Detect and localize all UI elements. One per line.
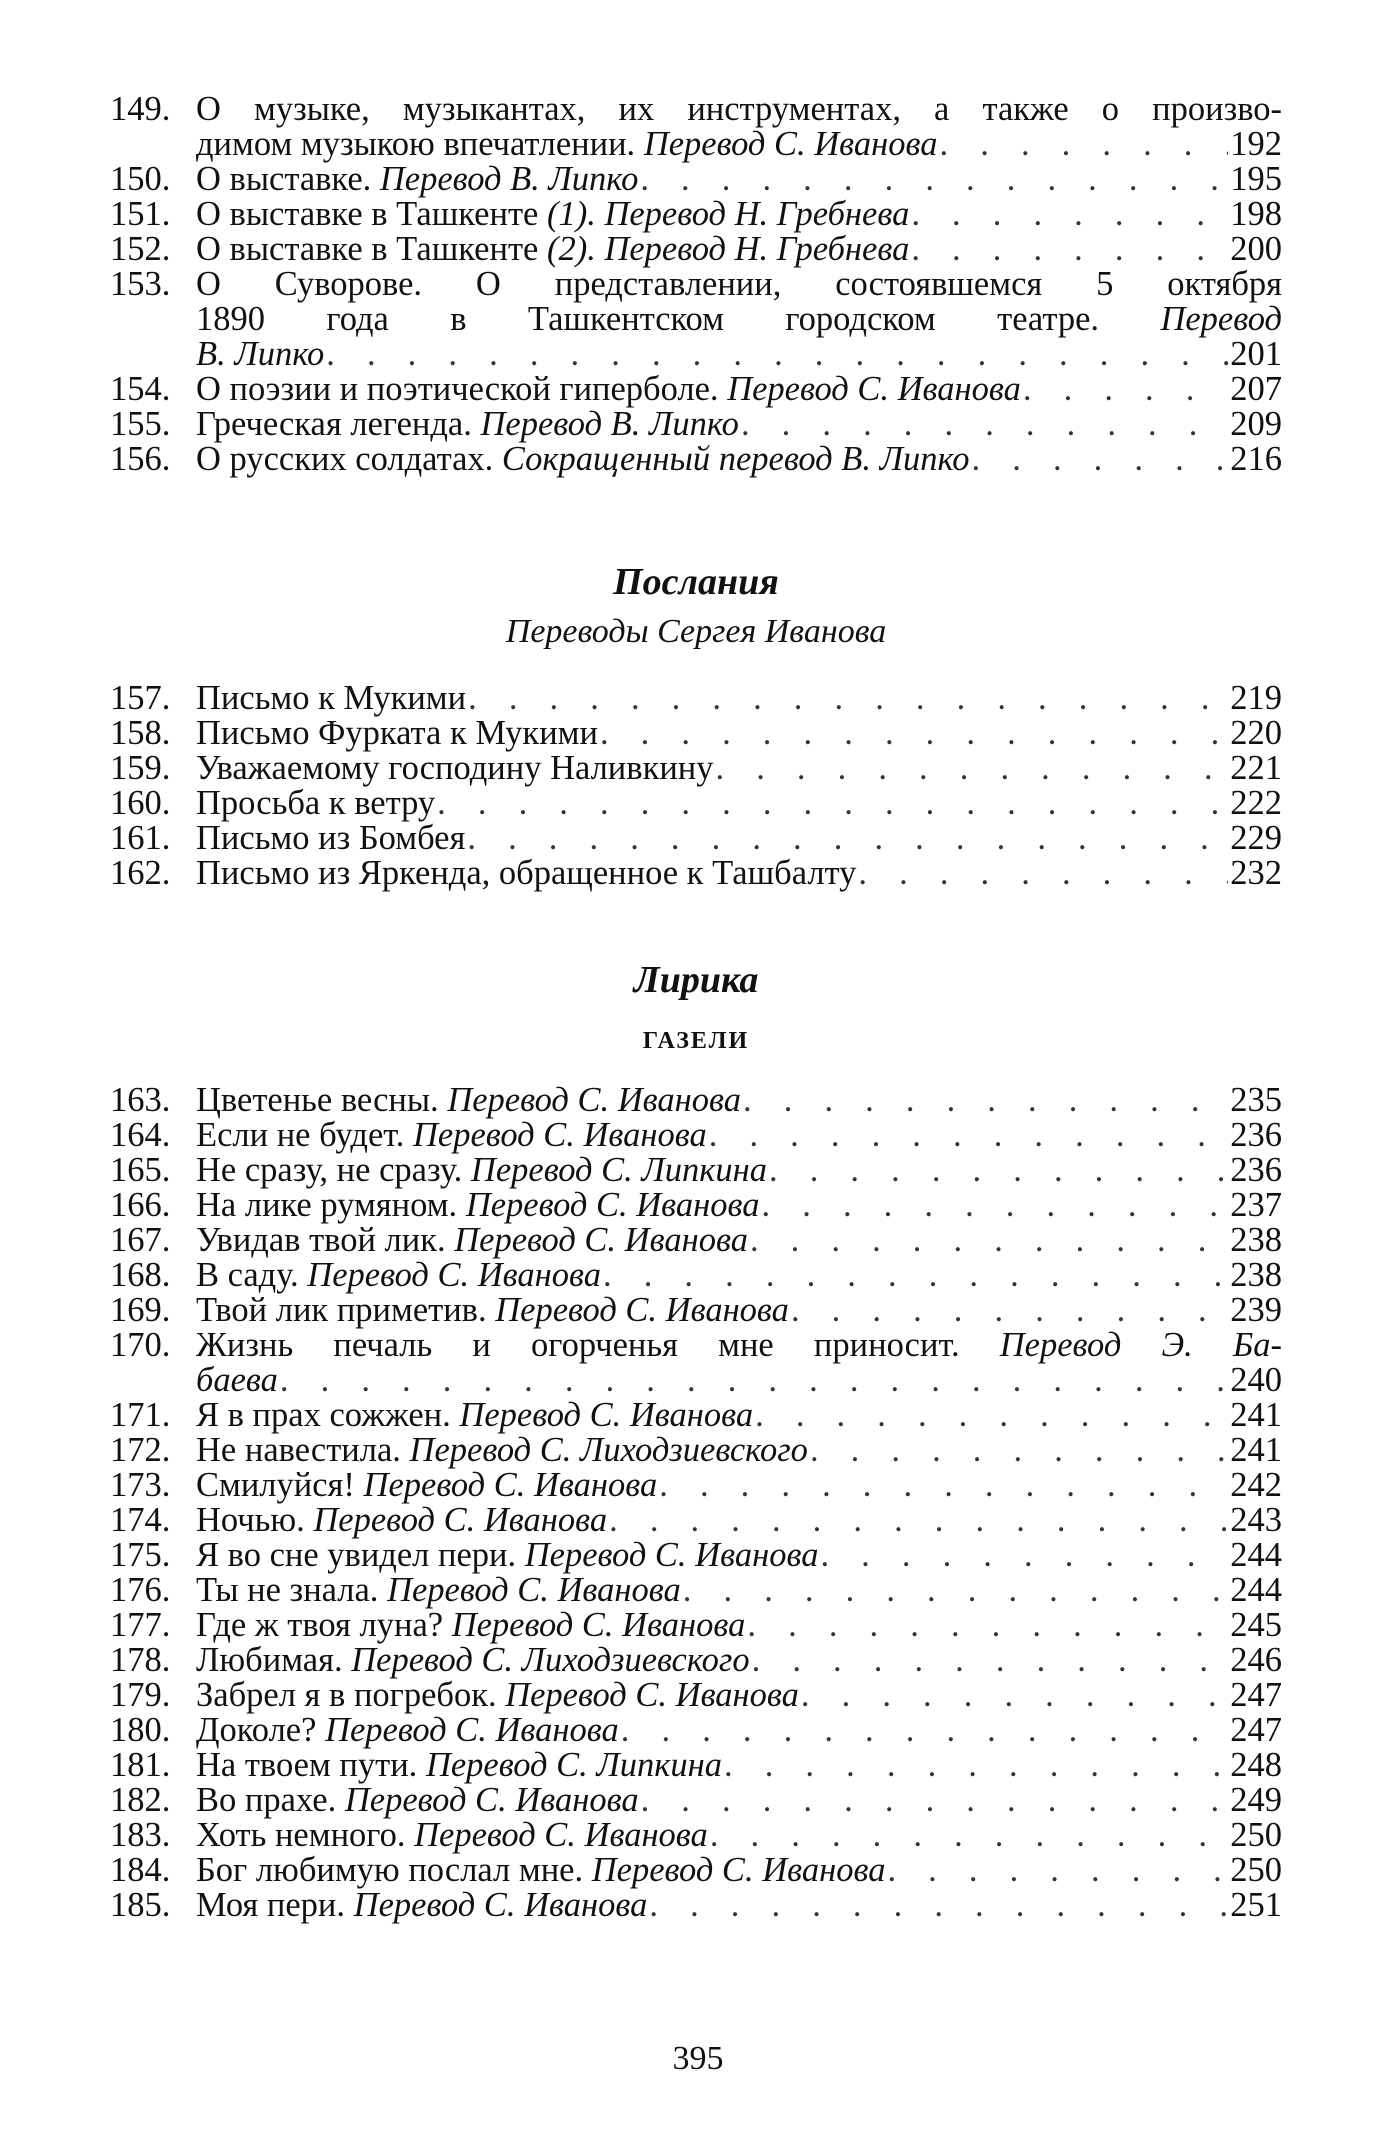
- section-title: Послания: [613, 561, 779, 603]
- entry-translator: Перевод С. Иванова: [413, 1116, 707, 1154]
- entry-title: Я в прах сожжен.: [196, 1396, 460, 1434]
- entry-page: 249: [1230, 1781, 1282, 1819]
- entry-page: 242: [1230, 1466, 1282, 1504]
- entry-number: 184.: [110, 1851, 171, 1889]
- entry-page: 240: [1230, 1361, 1282, 1399]
- entry-translator: Перевод С. Иванова: [465, 1186, 760, 1224]
- toc-entry-175: [110, 1538, 1282, 1573]
- entry-title: На твоем пути.: [196, 1746, 426, 1784]
- entry-title: Если не будет.: [196, 1116, 414, 1154]
- entry-page: 244: [1230, 1571, 1282, 1609]
- entry-page: 201: [1230, 335, 1282, 373]
- toc-entry-156: [110, 442, 1282, 477]
- entry-translator: Перевод С. Иванова: [387, 1571, 681, 1609]
- toc-entry-166: [110, 1188, 1282, 1223]
- entry-number: 182.: [110, 1781, 171, 1819]
- toc-entry-177: [110, 1608, 1282, 1643]
- entry-translator: Перевод С. Иванова: [344, 1781, 639, 1819]
- toc-entry-153: 153. О Суворове. О представлении, состоявшемся 5 октября 1890 года в Ташкентском городском театре. Перевод В. Липко . . . 201: [110, 267, 1282, 372]
- toc-entry-150: [110, 162, 1282, 197]
- toc-entry-157: [110, 681, 1282, 716]
- entry-number: 166.: [110, 1186, 171, 1224]
- toc-entry-170: 170. Жизнь печаль и огорченья мне приносит. Перевод Э. Ба- баева . . . 240: [110, 1328, 1282, 1398]
- entry-translator: Перевод С. Иванова: [353, 1886, 648, 1924]
- toc-group-1: [110, 681, 1282, 891]
- entry-page: 209: [1230, 405, 1282, 443]
- entry-page: 241: [1230, 1431, 1282, 1469]
- entry-page: 243: [1230, 1501, 1282, 1539]
- entry-title: Я во сне увидел пери.: [196, 1536, 525, 1574]
- entry-number: 185.: [110, 1886, 171, 1924]
- entry-title: Где ж твоя луна?: [196, 1606, 452, 1644]
- toc-entry-174: [110, 1503, 1282, 1538]
- entry-number: 181.: [110, 1746, 171, 1784]
- toc-group-0: [110, 92, 1282, 477]
- toc-entry-163: [110, 1083, 1282, 1118]
- entry-number: 172.: [110, 1431, 171, 1469]
- entry-page: 232: [1230, 854, 1282, 892]
- entry-page: 229: [1230, 819, 1282, 857]
- entry-page: 195: [1230, 160, 1282, 198]
- toc-entry-160: [110, 786, 1282, 821]
- entry-number: 168.: [110, 1256, 171, 1294]
- entry-translator: Перевод С. Иванова: [454, 1221, 748, 1259]
- entry-title: Письмо Фурката к Мукими: [196, 714, 598, 752]
- toc-entry-159: [110, 751, 1282, 786]
- entry-page: 236: [1230, 1116, 1282, 1154]
- entry-title: Ты не знала.: [196, 1571, 388, 1609]
- entry-page: 247: [1230, 1711, 1282, 1749]
- entry-title: Смилуйся!: [196, 1466, 364, 1504]
- section-title: Лирика: [633, 959, 759, 1001]
- toc-entry-165: [110, 1153, 1282, 1188]
- entry-translator: Перевод С. Иванова: [363, 1466, 658, 1504]
- toc-entry-176: [110, 1573, 1282, 1608]
- entry-number: 183.: [110, 1816, 171, 1854]
- toc-entry-173: [110, 1468, 1282, 1503]
- entry-number: 170.: [110, 1326, 171, 1364]
- entry-page: 221: [1230, 749, 1282, 787]
- entry-title: Во прахе.: [196, 1781, 345, 1819]
- entry-translator: Перевод С. Иванова: [524, 1536, 819, 1574]
- toc-entry-178: [110, 1643, 1282, 1678]
- entry-translator: Перевод С. Иванова: [505, 1676, 799, 1714]
- toc-page: [110, 92, 1282, 1923]
- toc-entry-180: [110, 1713, 1282, 1748]
- entry-page: 238: [1230, 1221, 1282, 1259]
- toc-entry-169: [110, 1293, 1282, 1328]
- entry-number: 159.: [110, 749, 171, 787]
- toc-entry-164: [110, 1118, 1282, 1153]
- entry-page: 200: [1230, 230, 1282, 268]
- entry-translator: Перевод С. Иванова: [591, 1851, 886, 1889]
- entry-number: 167.: [110, 1221, 171, 1259]
- entry-page: 235: [1230, 1081, 1282, 1119]
- entry-title: Любимая.: [196, 1641, 352, 1679]
- page-number: 395: [672, 2040, 724, 2077]
- entry-number: 163.: [110, 1081, 171, 1119]
- entry-title: Не сразу, не сразу.: [196, 1151, 471, 1189]
- entry-title: На лике румяном.: [196, 1186, 466, 1224]
- entry-page: 219: [1230, 679, 1282, 717]
- entry-page: 251: [1230, 1886, 1282, 1924]
- section-subtitle: Переводы Сергея Иванова: [505, 613, 887, 650]
- entry-title: Забрел я в погребок.: [196, 1676, 506, 1714]
- toc-entry-179: [110, 1678, 1282, 1713]
- entry-number: 150.: [110, 160, 171, 198]
- entry-page: 237: [1230, 1186, 1282, 1224]
- toc-entry-172: [110, 1433, 1282, 1468]
- entry-translator: Перевод С. Лиходзиевского: [409, 1431, 808, 1469]
- toc-entry-149: 149. О музыке, музыкантах, их инструментах, а также о произво- димом музыкою впечатлении. Перевод С. Иванова . . . 192: [110, 92, 1282, 162]
- entry-title: Не навестила.: [196, 1431, 410, 1469]
- entry-number: 156.: [110, 440, 171, 478]
- entry-page: 216: [1230, 440, 1282, 478]
- entry-number: 153.: [110, 265, 171, 303]
- entry-page: 245: [1230, 1606, 1282, 1644]
- entry-number: 152.: [110, 230, 171, 268]
- entry-number: 149.: [110, 90, 171, 128]
- entry-title: О русских солдатах.: [196, 440, 502, 478]
- toc-entry-161: [110, 821, 1282, 856]
- entry-translator: Перевод С. Липкина: [425, 1746, 723, 1784]
- entry-title: В саду.: [196, 1256, 308, 1294]
- entry-page: 246: [1230, 1641, 1282, 1679]
- toc-entry-181: [110, 1748, 1282, 1783]
- entry-number: 174.: [110, 1501, 171, 1539]
- entry-translator: Перевод С. Иванова: [414, 1816, 708, 1854]
- toc-entry-182: [110, 1783, 1282, 1818]
- entry-page: 207: [1230, 370, 1282, 408]
- entry-number: 177.: [110, 1606, 171, 1644]
- entry-number: 155.: [110, 405, 171, 443]
- entry-translator: Перевод С. Иванова: [325, 1711, 619, 1749]
- entry-title: Письмо из Яркенда, обращенное к Ташбалту: [196, 854, 857, 892]
- entry-page: 236: [1230, 1151, 1282, 1189]
- entry-title: Твой лик приметив.: [196, 1291, 496, 1329]
- entry-number: 162.: [110, 854, 171, 892]
- toc-entry-162: [110, 856, 1282, 891]
- toc-entry-184: [110, 1853, 1282, 1888]
- toc-entry-155: [110, 407, 1282, 442]
- toc-entry-151: [110, 197, 1282, 232]
- entry-number: 169.: [110, 1291, 171, 1329]
- entry-page: 239: [1230, 1291, 1282, 1329]
- entry-title: Цветенье весны.: [196, 1081, 448, 1119]
- entry-number: 151.: [110, 195, 171, 233]
- entry-number: 179.: [110, 1676, 171, 1714]
- entry-number: 161.: [110, 819, 171, 857]
- entry-translator: Перевод С. Лиходзиевского: [351, 1641, 750, 1679]
- entry-title: Увидав твой лик.: [196, 1221, 455, 1259]
- entry-translator: Перевод С. Иванова: [459, 1396, 754, 1434]
- entry-title: Просьба к ветру: [196, 784, 436, 822]
- section-subhead: ГАЗЕЛИ: [642, 1028, 750, 1054]
- toc-group-2: [110, 1083, 1282, 1923]
- entry-title: Греческая легенда.: [196, 405, 481, 443]
- toc-entry-158: [110, 716, 1282, 751]
- toc-entry-152: [110, 232, 1282, 267]
- entry-translator: (2). Перевод Н. Гребнева: [546, 230, 910, 268]
- entry-number: 164.: [110, 1116, 171, 1154]
- entry-number: 171.: [110, 1396, 171, 1434]
- entry-page: 238: [1230, 1256, 1282, 1294]
- entry-number: 154.: [110, 370, 171, 408]
- entry-page: 247: [1230, 1676, 1282, 1714]
- entry-title: О выставке.: [196, 160, 380, 198]
- entry-title: Письмо из Бомбея: [196, 819, 466, 857]
- entry-translator: Сокращенный перевод В. Липко: [501, 440, 970, 478]
- entry-page: 248: [1230, 1746, 1282, 1784]
- toc-entry-154: [110, 372, 1282, 407]
- entry-number: 158.: [110, 714, 171, 752]
- entry-page: 250: [1230, 1851, 1282, 1889]
- entry-page: 244: [1230, 1536, 1282, 1574]
- entry-page: 192: [1230, 125, 1282, 163]
- entry-number: 178.: [110, 1641, 171, 1679]
- entry-title: Ночью.: [196, 1501, 314, 1539]
- entry-page: 222: [1230, 784, 1282, 822]
- entry-number: 165.: [110, 1151, 171, 1189]
- entry-translator: Перевод С. Иванова: [307, 1256, 602, 1294]
- entry-title: Бог любимую послал мне.: [196, 1851, 592, 1889]
- entry-translator: Перевод С. Иванова: [451, 1606, 746, 1644]
- toc-entry-183: [110, 1818, 1282, 1853]
- toc-entry-171: [110, 1398, 1282, 1433]
- entry-translator: Перевод С. Липкина: [470, 1151, 767, 1189]
- entry-number: 157.: [110, 679, 171, 717]
- entry-translator: Перевод В. Липко: [480, 405, 739, 443]
- entry-page: 241: [1230, 1396, 1282, 1434]
- entry-title: О поэзии и поэтической гиперболе.: [196, 370, 728, 408]
- entry-title: Письмо к Мукими: [196, 679, 467, 717]
- entry-title: О выставке в Ташкенте: [196, 195, 547, 233]
- entry-number: 175.: [110, 1536, 171, 1574]
- entry-translator: Перевод С. Иванова: [495, 1291, 789, 1329]
- entry-translator: Перевод С. Иванова: [313, 1501, 608, 1539]
- entry-number: 173.: [110, 1466, 171, 1504]
- entry-translator: (1). Перевод Н. Гребнева: [546, 195, 910, 233]
- toc-entry-185: [110, 1888, 1282, 1923]
- entry-translator: Перевод В. Липко: [379, 160, 639, 198]
- entry-number: 160.: [110, 784, 171, 822]
- entry-number: 176.: [110, 1571, 171, 1609]
- entry-title: Моя пери.: [196, 1886, 354, 1924]
- entry-title: О выставке в Ташкенте: [196, 230, 547, 268]
- toc-entry-168: [110, 1258, 1282, 1293]
- entry-page: 198: [1230, 195, 1282, 233]
- entry-page: 220: [1230, 714, 1282, 752]
- entry-translator: Перевод С. Иванова: [727, 370, 1021, 408]
- entry-title: Хоть немного.: [196, 1816, 415, 1854]
- toc-entry-167: [110, 1223, 1282, 1258]
- entry-number: 180.: [110, 1711, 171, 1749]
- entry-title: Уважаемому господину Наливкину: [196, 749, 714, 787]
- entry-translator: Перевод С. Иванова: [447, 1081, 742, 1119]
- entry-page: 250: [1230, 1816, 1282, 1854]
- entry-title: Доколе?: [196, 1711, 326, 1749]
